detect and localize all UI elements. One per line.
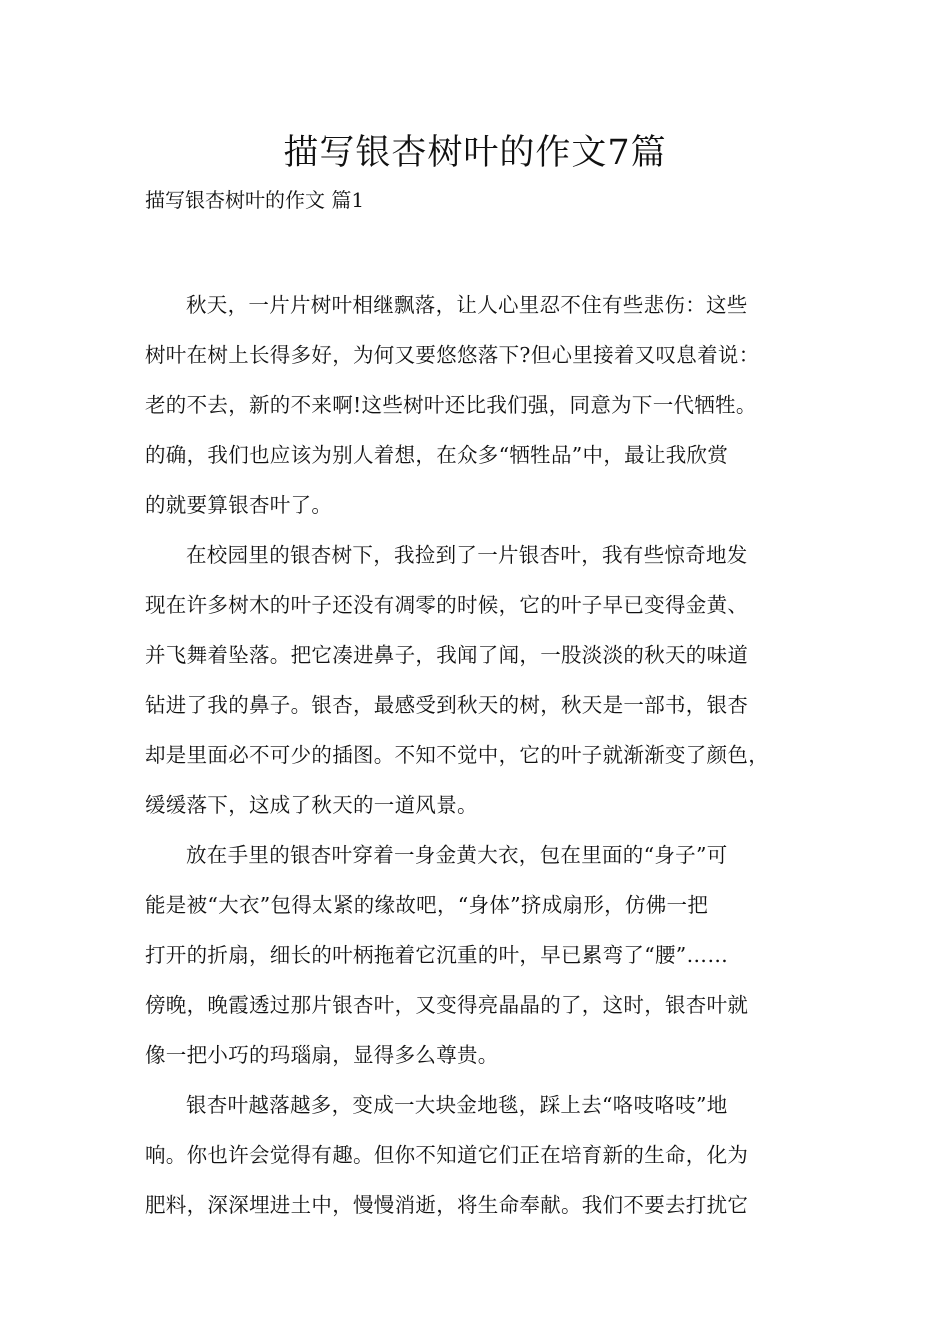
text-line: 打开的折扇，细长的叶柄拖着它沉重的叶，早已累弯了“腰”…… [145,943,729,967]
text-line: 老的不去，新的不来啊!这些树叶还比我们强，同意为下一代牺牲。 [145,393,757,417]
text-line: 放在手里的银杏叶穿着一身金黄大衣，包在里面的“身子”可 [186,843,728,867]
text-line: 肥料，深深埋进土中，慢慢消逝，将生命奉献。我们不要去打扰它 [145,1193,749,1217]
paragraph-4 [145,1080,825,1230]
text-line: 银杏叶越落越多，变成一大块金地毯，踩上去“咯吱咯吱”地 [186,1093,728,1117]
text-line: 的就要算银杏叶了。 [145,493,333,517]
section-heading: 描写银杏树叶的作文 篇1 [145,188,365,212]
paragraph-3 [145,830,825,1080]
text-line: 树叶在树上长得多好，为何又要悠悠落下?但心里接着又叹息着说： [145,343,760,367]
text-line: 在校园里的银杏树下，我捡到了一片银杏叶，我有些惊奇地发 [186,543,748,567]
text-line: 像一把小巧的玛瑙扇，显得多么尊贵。 [145,1043,499,1067]
text-line: 的确，我们也应该为别人着想，在众多“牺牲品”中，最让我欣赏 [145,443,729,467]
paragraph-2 [145,530,825,830]
text-line: 秋天，一片片树叶相继飘落，让人心里忍不住有些悲伤：这些 [186,293,748,317]
text-line: 响。你也许会觉得有趣。但你不知道它们正在培育新的生命，化为 [145,1143,749,1167]
text-line: 却是里面必不可少的插图。不知不觉中，它的叶子就渐渐变了颜色， [145,743,769,767]
text-line: 缓缓落下，这成了秋天的一道风景。 [145,793,478,817]
paragraph-1 [145,280,825,530]
text-line: 现在许多树木的叶子还没有凋零的时候，它的叶子早已变得金黄、 [145,593,749,617]
text-line: 傍晚，晚霞透过那片银杏叶，又变得亮晶晶的了，这时，银杏叶就 [145,993,749,1017]
essay-body [145,280,825,1230]
text-line: 能是被“大衣”包得太紧的缘故吧，“身体”挤成扇形，仿佛一把 [145,893,709,917]
text-line: 并飞舞着坠落。把它凑进鼻子，我闻了闻，一股淡淡的秋天的味道 [145,643,749,667]
text-line: 钻进了我的鼻子。银杏，最感受到秋天的树，秋天是一部书，银杏 [145,693,749,717]
document-title: 描写银杏树叶的作文7篇 [283,133,667,173]
